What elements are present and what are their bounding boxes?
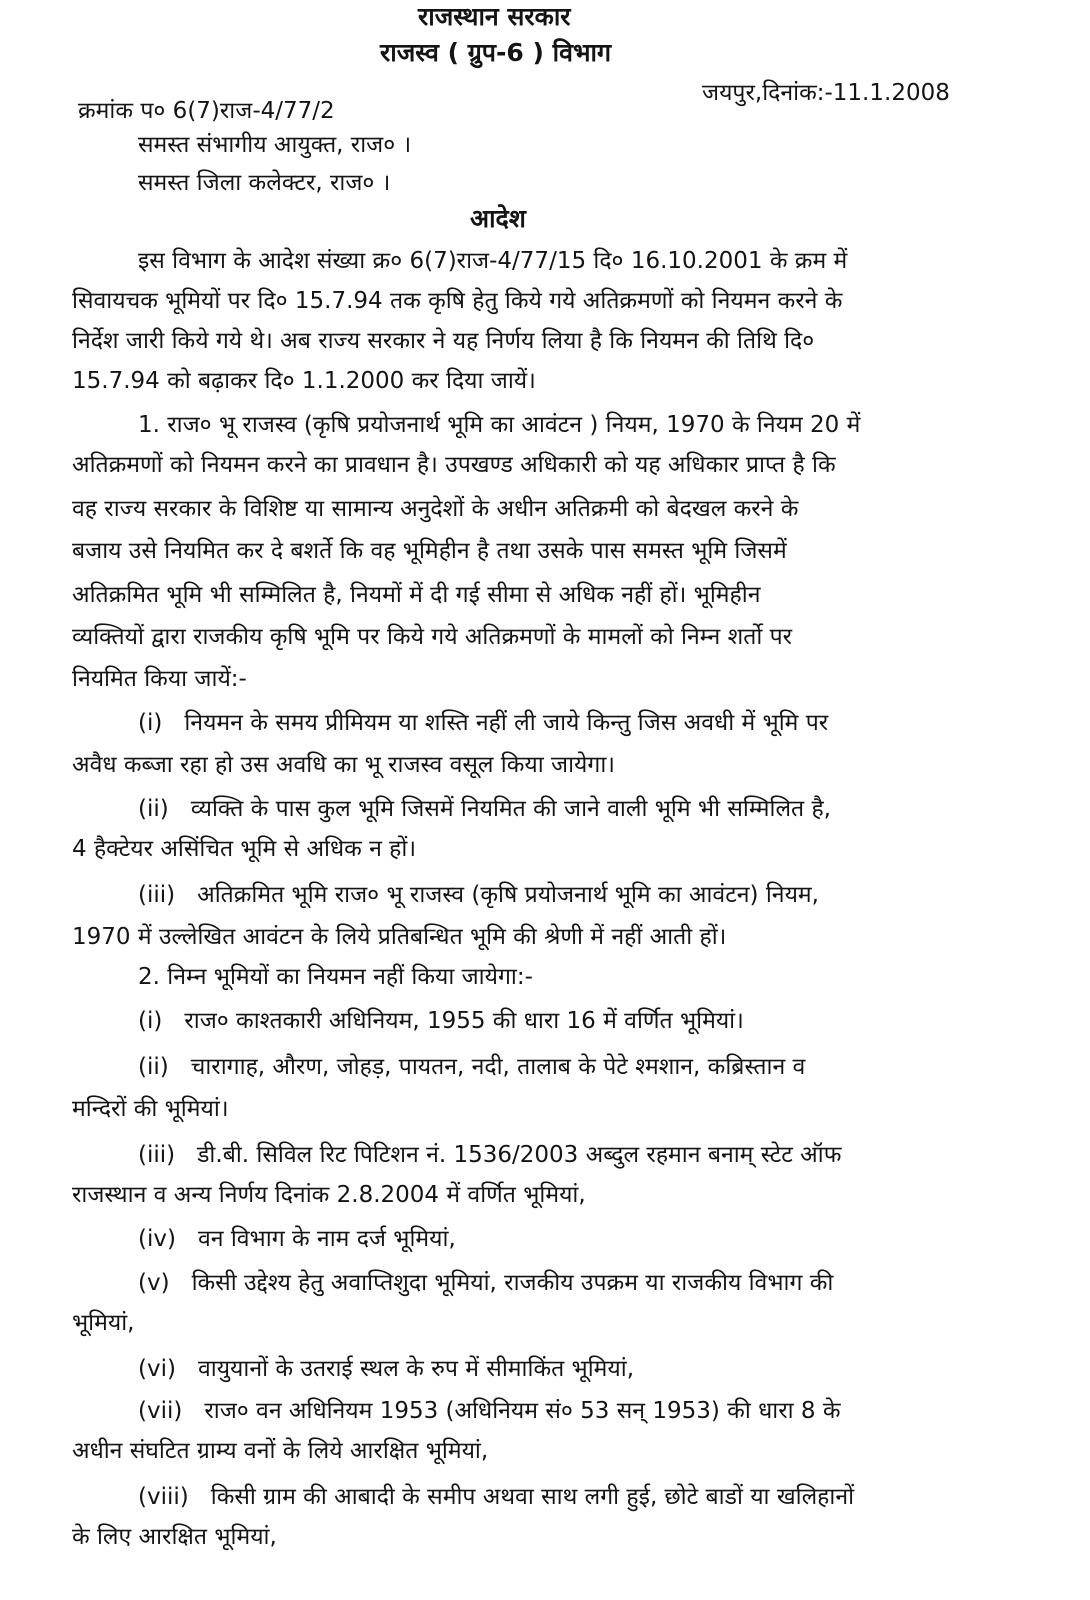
land-item-continuation: भूमियां,	[72, 1310, 135, 1336]
government-title: राजस्थान सरकार	[418, 2, 571, 31]
land-item: (v) किसी उद्देश्य हेतु अवाप्तिशुदा भूमियां, राजकीय उपक्रम या राजकीय विभाग की	[138, 1270, 834, 1296]
land-item: (viii) किसी ग्राम की आबादी के समीप अथवा साथ लगी हुई, छोटे बाडों या खलिहानों	[138, 1484, 855, 1510]
land-item-continuation: के लिए आरक्षित भूमियां,	[72, 1524, 277, 1550]
section1-line: अतिक्रमणों को नियमन करने का प्रावधान है। उपखण्ड अधिकारी को यह अधिकार प्राप्त है कि	[72, 452, 836, 478]
condition-continuation: अवैध कब्जा रहा हो उस अवधि का भू राजस्व वसूल किया जायेगा।	[72, 752, 616, 778]
condition-item: (i) नियमन के समय प्रीमियम या शस्ति नहीं ली जाये किन्तु जिस अवधी में भूमि पर	[138, 710, 829, 736]
section1-line: वह राज्य सरकार के विशिष्ट या सामान्य अनुदेशों के अधीन अतिक्रमी को बेदखल करने के	[72, 496, 799, 522]
land-item: (i) राज० काश्तकारी अधिनियम, 1955 की धारा 16 में वर्णित भूमियां।	[138, 1008, 744, 1034]
intro-line: सिवायचक भूमियों पर दि० 15.7.94 तक कृषि हेतु किये गये अतिक्रमणों को नियमन करने के	[72, 288, 843, 314]
section1-line: व्यक्तियों द्वारा राजकीय कृषि भूमि पर किये गये अतिक्रमणों के मामलों को निम्न शर्तो पर	[72, 624, 793, 650]
condition-continuation: 4 हैक्टेयर असिंचित भूमि से अधिक न हों।	[72, 836, 417, 862]
land-item: (vii) राज० वन अधिनियम 1953 (अधिनियम सं० 53 सन् 1953) की धारा 8 के	[138, 1398, 841, 1424]
condition-item: (iii) अतिक्रमित भूमि राज० भू राजस्व (कृषि प्रयोजनार्थ भूमि का आवंटन) नियम,	[138, 882, 819, 908]
land-item-continuation: मन्दिरों की भूमियां।	[72, 1096, 229, 1122]
intro-line: इस विभाग के आदेश संख्या क्र० 6(7)राज-4/77/15 दि० 16.10.2001 के क्रम में	[138, 248, 848, 274]
section1-line: बजाय उसे नियमित कर दे बशर्ते कि वह भूमिहीन है तथा उसके पास समस्त भूमि जिसमें	[72, 538, 787, 564]
place-date: जयपुर,दिनांक:-11.1.2008	[702, 80, 950, 106]
order-title: आदेश	[470, 204, 526, 233]
land-item: (iv) वन विभाग के नाम दर्ज भूमियां,	[138, 1226, 456, 1252]
department-title: राजस्व ( ग्रुप-6 ) विभाग	[380, 38, 612, 67]
land-item: (ii) चारागाह, औरण, जोहड़, पायतन, नदी, तालाब के पेटे श्मशान, कब्रिस्तान व	[138, 1054, 806, 1080]
section1-line: अतिक्रमित भूमि भी सम्मिलित है, नियमों में दी गई सीमा से अधिक नहीं हों। भूमिहीन	[72, 582, 761, 608]
condition-continuation: 1970 में उल्लेखित आवंटन के लिये प्रतिबन्धित भूमि की श्रेणी में नहीं आती हों।	[72, 924, 727, 950]
recipient-commissioners: समस्त संभागीय आयुक्त, राज० ।	[138, 132, 412, 158]
land-item-continuation: राजस्थान व अन्य निर्णय दिनांक 2.8.2004 में वर्णित भूमियां,	[72, 1182, 586, 1208]
intro-line: 15.7.94 को बढ़ाकर दि० 1.1.2000 कर दिया जायें।	[72, 368, 536, 394]
land-item: (iii) डी.बी. सिविल रिट पिटिशन नं. 1536/2003 अब्दुल रहमान बनाम् स्टेट ऑफ	[138, 1142, 842, 1168]
land-item: (vi) वायुयानों के उतराई स्थल के रुप में सीमाकिंत भूमियां,	[138, 1356, 635, 1382]
intro-line: निर्देश जारी किये गये थे। अब राज्य सरकार ने यह निर्णय लिया है कि नियमन की तिथि दि०	[72, 328, 815, 354]
land-item-continuation: अधीन संघटित ग्राम्य वनों के लिये आरक्षित भूमियां,	[72, 1438, 489, 1464]
section1-line: 1. राज० भू राजस्व (कृषि प्रयोजनार्थ भूमि का आवंटन ) नियम, 1970 के नियम 20 में	[138, 412, 861, 438]
section2-heading: 2. निम्न भूमियों का नियमन नहीं किया जायेगा:-	[138, 964, 533, 990]
condition-item: (ii) व्यक्ति के पास कुल भूमि जिसमें नियमित की जाने वाली भूमि भी सम्मिलित है,	[138, 796, 831, 822]
reference-number: क्रमांक प० 6(7)राज-4/77/2	[78, 98, 335, 124]
recipient-collectors: समस्त जिला कलेक्टर, राज० ।	[138, 170, 391, 196]
section1-line: नियमित किया जायें:-	[72, 666, 247, 692]
